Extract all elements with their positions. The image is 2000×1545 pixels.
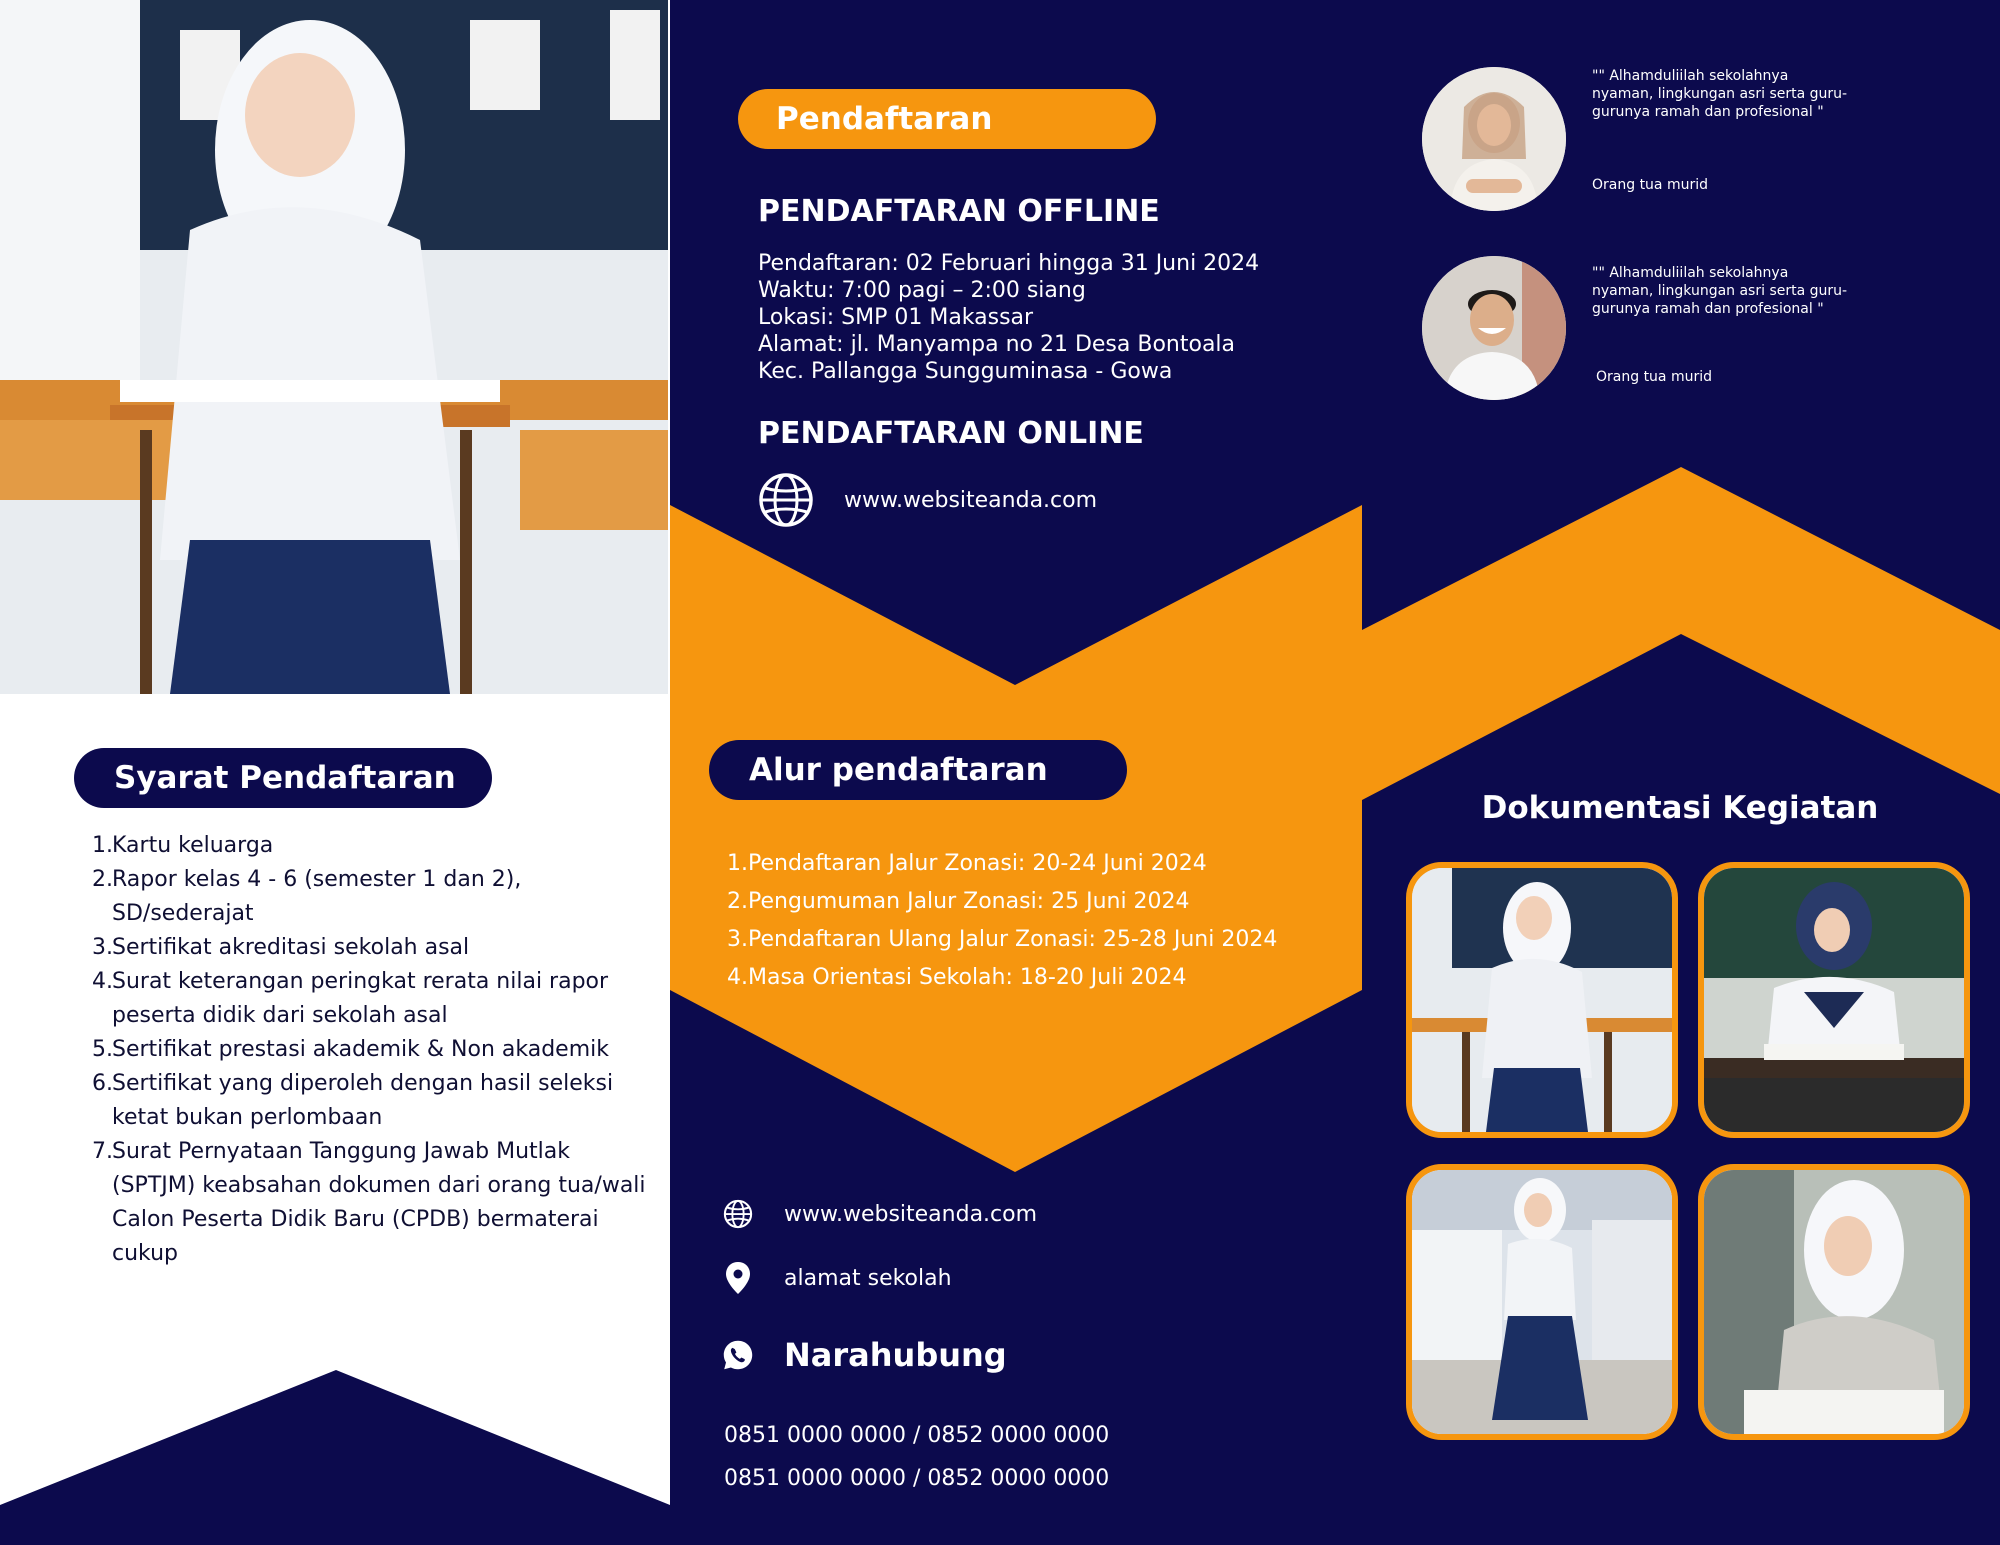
offline-line-address: Alamat: jl. Manyampa no 21 Desa Bontoala xyxy=(758,332,1236,357)
list-item xyxy=(92,1067,652,1135)
list-text: Pendaftaran Jalur Zonasi: 20-24 Juni 2024 xyxy=(748,851,1207,876)
list-item xyxy=(722,959,1277,997)
online-website-link[interactable]: www.websiteanda.com xyxy=(844,487,1098,513)
syarat-title-text: Syarat Pendaftaran xyxy=(114,760,456,796)
list-text: Pengumuman Jalur Zonasi: 25 Juni 2024 xyxy=(748,889,1190,914)
list-number: 3. xyxy=(92,935,113,960)
contact-website-link[interactable]: www.websiteanda.com xyxy=(784,1201,1038,1227)
list-number: 1. xyxy=(92,833,113,858)
offline-line-district: Kec. Pallangga Sungguminasa - Gowa xyxy=(758,359,1173,384)
list-text: Kartu keluarga xyxy=(112,833,274,858)
dokumentasi-title: Dokumentasi Kegiatan xyxy=(1481,790,1879,826)
list-text: Rapor kelas 4 - 6 (semester 1 dan 2), SD/sederajat xyxy=(112,867,522,926)
testimonial-quote: "" Alhamduliilah sekolahnya nyaman, lingkungan asri serta guru-gurunya ramah dan profesional " xyxy=(1592,68,1848,120)
online-website-row[interactable] xyxy=(758,472,1097,528)
list-item xyxy=(92,1135,652,1271)
list-number: 4. xyxy=(727,965,748,990)
offline-details xyxy=(758,250,1259,385)
contact-address-text: alamat sekolah xyxy=(784,1265,952,1291)
requirements-list xyxy=(92,829,652,1271)
globe-icon xyxy=(722,1198,754,1230)
gallery-photo[interactable] xyxy=(1406,862,1678,1138)
phone-numbers xyxy=(724,1414,1109,1500)
list-number: 7. xyxy=(92,1139,113,1164)
list-text: Surat keterangan peringkat rerata nilai rapor peserta didik dari sekolah asal xyxy=(112,969,609,1028)
testimonial-quote: "" Alhamduliilah sekolahnya nyaman, lingkungan asri serta guru-gurunya ramah dan profesional " xyxy=(1592,265,1848,317)
list-number: 6. xyxy=(92,1071,113,1096)
list-number: 5. xyxy=(92,1037,113,1062)
list-text: Pendaftaran Ulang Jalur Zonasi: 25-28 Juni 2024 xyxy=(748,927,1278,952)
syarat-pendaftaran-title xyxy=(74,748,492,808)
globe-icon xyxy=(758,472,814,528)
list-text: Surat Pernyataan Tanggung Jawab Mutlak (SPTJM) keabsahan dokumen dari orang tua/wali Calon Peserta Didik Baru (CPDB) bermaterai cukup xyxy=(112,1139,646,1266)
online-heading: PENDAFTARAN ONLINE xyxy=(758,416,1144,451)
list-number: 3. xyxy=(727,927,748,952)
list-item xyxy=(722,845,1277,883)
list-item xyxy=(92,965,652,1033)
list-number: 2. xyxy=(92,867,113,892)
list-text: Sertifikat yang diperoleh dengan hasil seleksi ketat bukan perlombaan xyxy=(112,1071,614,1130)
contact-website-row[interactable] xyxy=(722,1198,1037,1230)
list-text: Sertifikat prestasi akademik & Non akademik xyxy=(112,1037,609,1062)
whatsapp-icon xyxy=(722,1339,754,1371)
testimonial-author: Orang tua murid xyxy=(1596,369,1712,385)
pendaftaran-title xyxy=(738,89,1156,149)
phone-line[interactable]: 0851 0000 0000 / 0852 0000 0000 xyxy=(724,1423,1110,1448)
gallery-photo[interactable] xyxy=(1698,862,1970,1138)
alur-steps-list xyxy=(722,845,1277,997)
list-item xyxy=(722,883,1277,921)
testimonial-avatar xyxy=(1422,256,1566,400)
list-text: Masa Orientasi Sekolah: 18-20 Juli 2024 xyxy=(748,965,1187,990)
narahubung-row xyxy=(722,1336,1007,1374)
offline-heading: PENDAFTARAN OFFLINE xyxy=(758,194,1160,229)
list-text: Sertifikat akreditasi sekolah asal xyxy=(112,935,470,960)
location-pin-icon xyxy=(722,1262,754,1294)
list-item xyxy=(92,863,652,931)
list-number: 2. xyxy=(727,889,748,914)
testimonial-avatar xyxy=(1422,67,1566,211)
offline-line-time: Waktu: 7:00 pagi – 2:00 siang xyxy=(758,278,1086,303)
list-number: 1. xyxy=(727,851,748,876)
testimonial-author: Orang tua murid xyxy=(1592,177,1708,193)
list-item xyxy=(92,931,652,965)
hero-student-photo xyxy=(0,0,668,694)
gallery-photo[interactable] xyxy=(1406,1164,1678,1440)
pendaftaran-title-text: Pendaftaran xyxy=(776,101,993,137)
alur-pendaftaran-title xyxy=(709,740,1127,800)
gallery-photo[interactable] xyxy=(1698,1164,1970,1440)
phone-line[interactable]: 0851 0000 0000 / 0852 0000 0000 xyxy=(724,1466,1110,1491)
list-number: 4. xyxy=(92,969,113,994)
list-item xyxy=(722,921,1277,959)
narahubung-heading: Narahubung xyxy=(784,1336,1007,1374)
list-item xyxy=(92,1033,652,1067)
offline-line-date: Pendaftaran: 02 Februari hingga 31 Juni 2024 xyxy=(758,251,1260,276)
offline-line-location: Lokasi: SMP 01 Makassar xyxy=(758,305,1034,330)
list-item xyxy=(92,829,652,863)
alur-title-text: Alur pendaftaran xyxy=(749,752,1048,788)
contact-address-row xyxy=(722,1262,952,1294)
